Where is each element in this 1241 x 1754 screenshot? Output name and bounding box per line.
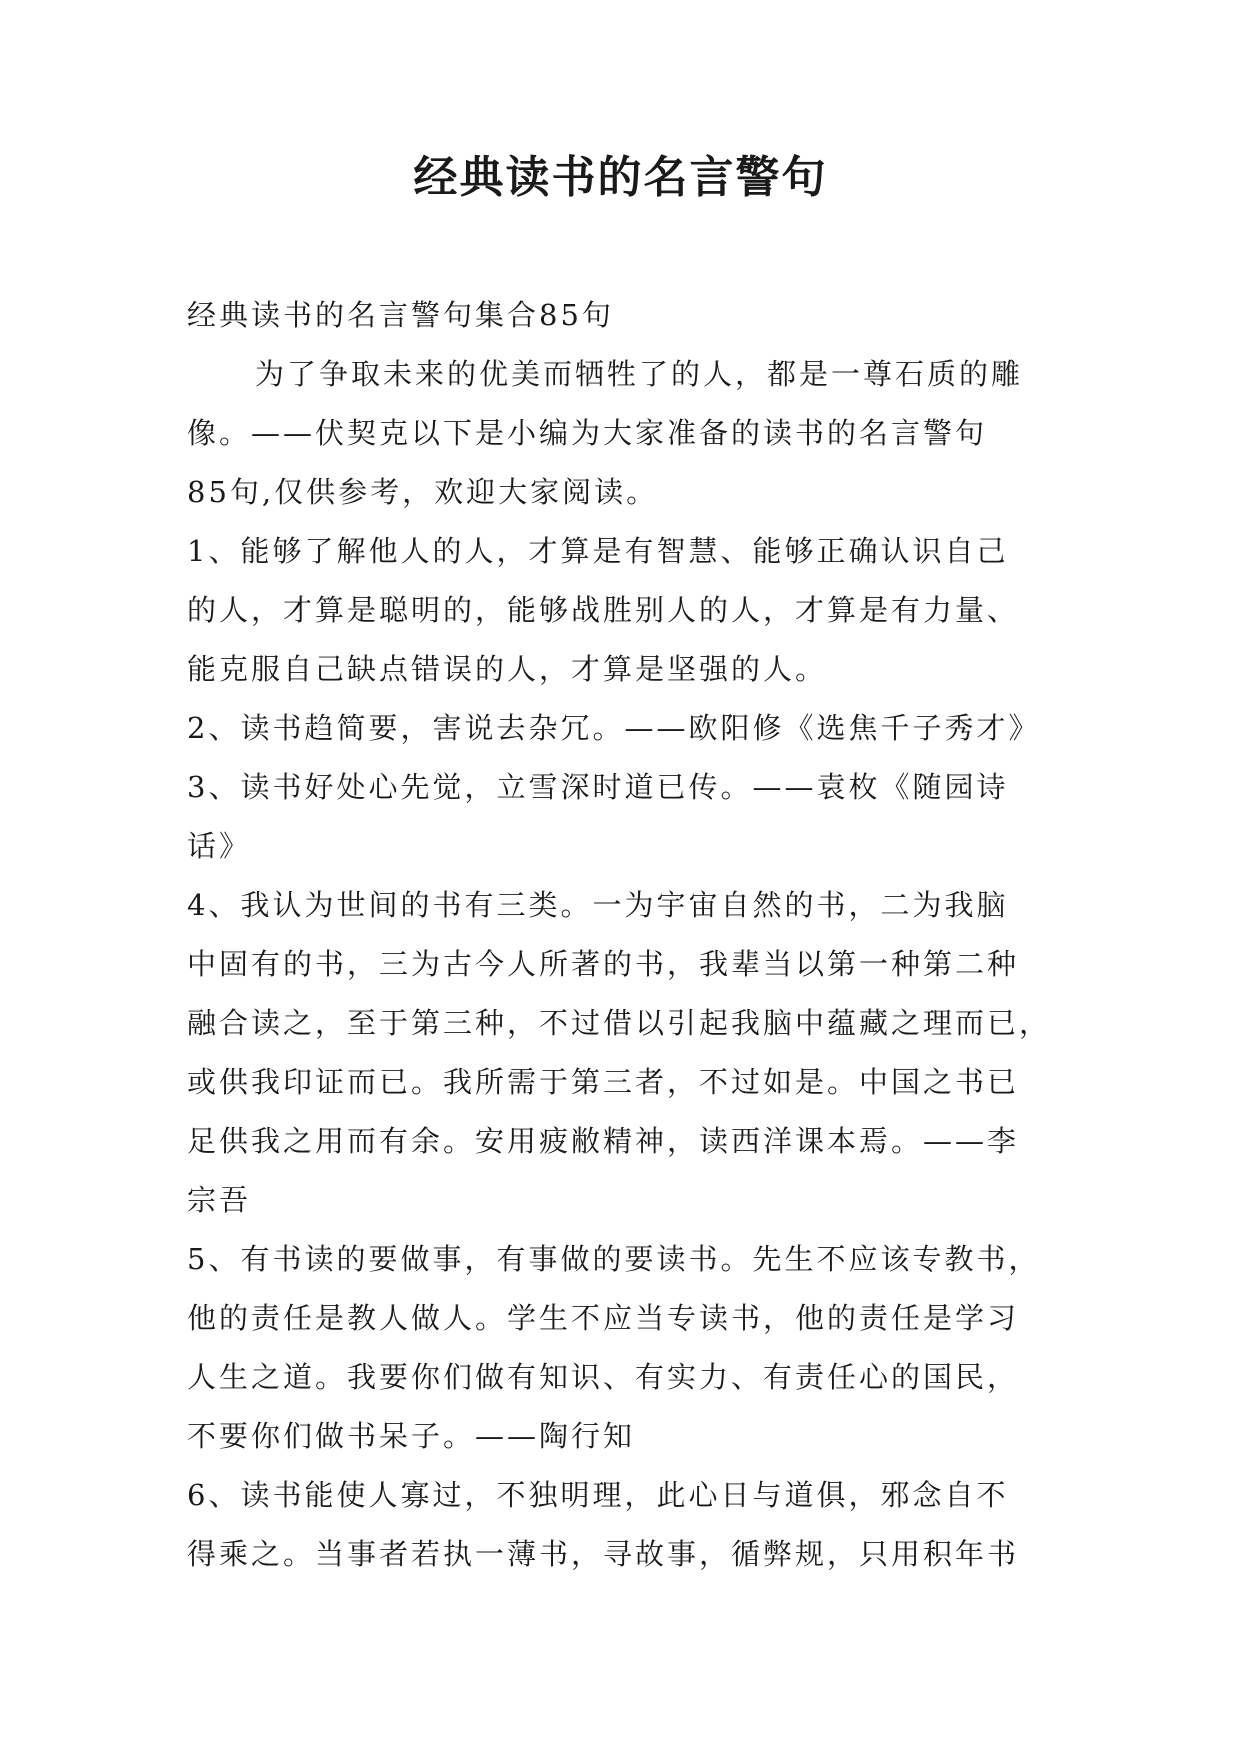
quote-line: 宗吾 [187, 1183, 252, 1217]
quote-item [187, 522, 1067, 699]
intro-line: 为了争取未来的优美而牺牲了的人，都是一尊石质的雕 [255, 357, 1024, 391]
quote-line: 足供我之用而有余。安用疲敝精神，读西洋课本焉。——李 [187, 1124, 1020, 1158]
quote-line: 中固有的书，三为古今人所著的书，我辈当以第一种第二种 [187, 947, 1020, 981]
quote-item [187, 1466, 1067, 1584]
quote-line: 能克服自己缺点错误的人，才算是坚强的人。 [187, 652, 828, 686]
quote-line: 4、我认为世间的书有三类。一为宇宙自然的书，二为我脑 [187, 888, 1009, 922]
quote-item [187, 1230, 1067, 1466]
quote-line: 6、读书能使人寡过，不独明理，此心日与道俱，邪念自不 [187, 1478, 1009, 1512]
document-subtitle: 经典读书的名言警句集合85句 [187, 298, 614, 332]
intro-line: 85句,仅供参考，欢迎大家阅读。 [187, 475, 659, 509]
quote-line: 的人，才算是聪明的，能够战胜别人的人，才算是有力量、 [187, 593, 1020, 627]
quote-line: 5、有书读的要做事，有事做的要读书。先生不应该专教书， [187, 1242, 1041, 1276]
quote-line: 他的责任是教人做人。学生不应当专读书，他的责任是学习 [187, 1301, 1020, 1335]
document-body [187, 286, 1067, 1584]
quote-line: 或供我印证而已。我所需于第三者，不过如是。中国之书已 [187, 1065, 1020, 1099]
quote-item [187, 758, 1067, 876]
quote-line: 3、读书好处心先觉，立雪深时道已传。——袁枚《随园诗 [187, 770, 1009, 804]
intro-paragraph [187, 345, 1067, 522]
quote-line: 得乘之。当事者若执一薄书，寻故事，循弊规，只用积年书 [187, 1537, 1020, 1571]
quote-item [187, 699, 1067, 758]
quote-item [187, 876, 1067, 1230]
quote-line: 融合读之，至于第三种，不过借以引起我脑中蕴藏之理而已， [187, 1006, 1052, 1040]
intro-line: 像。——伏契克以下是小编为大家准备的读书的名言警句 [187, 416, 988, 450]
quote-line: 2、读书趋简要，害说去杂冗。——欧阳修《选焦千子秀才》 [187, 711, 1041, 745]
quote-line: 人生之道。我要你们做有知识、有实力、有责任心的国民， [187, 1360, 1020, 1394]
document-title: 经典读书的名言警句 [413, 152, 828, 203]
quote-line: 不要你们做书呆子。——陶行知 [187, 1419, 636, 1453]
quote-line: 话》 [187, 829, 252, 863]
quote-line: 1、能够了解他人的人，才算是有智慧、能够正确认识自己 [187, 534, 1009, 568]
